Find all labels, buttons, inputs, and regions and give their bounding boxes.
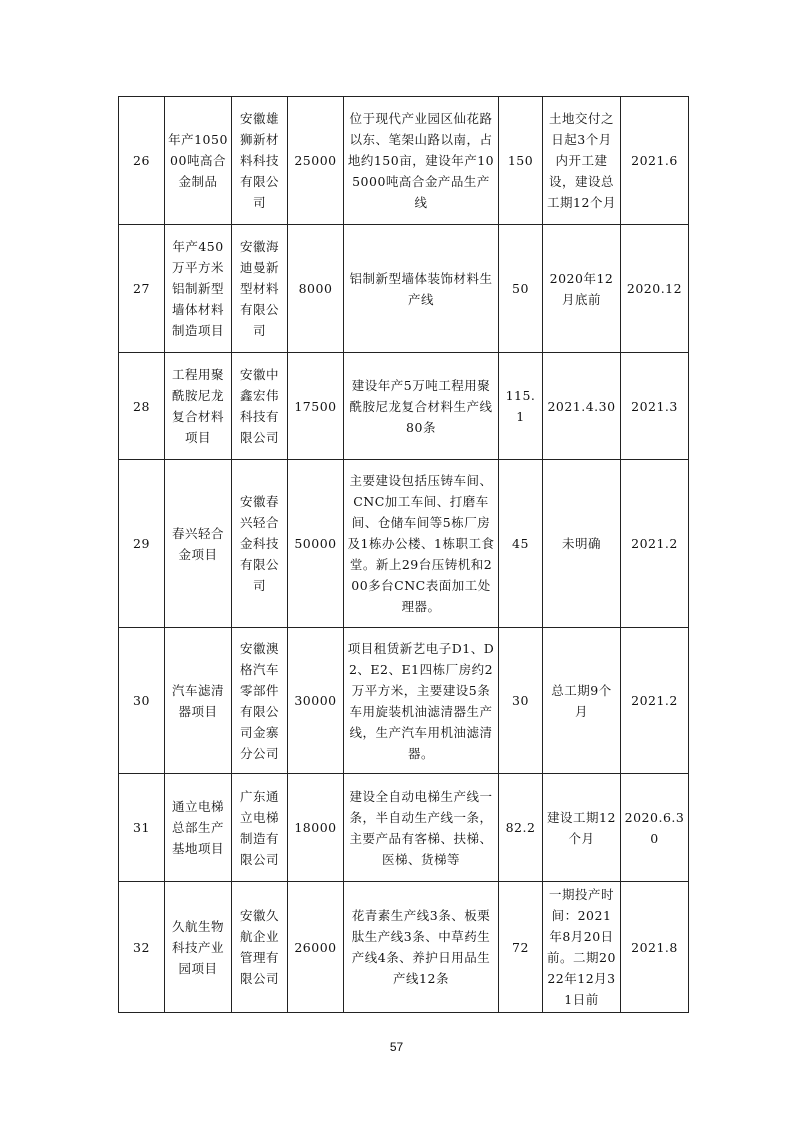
land-area: 72 (499, 882, 543, 1013)
investment-amount: 17500 (288, 353, 344, 460)
row-number: 28 (119, 353, 165, 460)
row-number: 31 (119, 774, 165, 882)
construction-content: 项目租赁新艺电子D1、D2、E2、E1四栋厂房约2万平方米，主要建设5条车用旋装机油滤清器生产线，生产汽车用机油滤清器。 (344, 628, 499, 774)
construction-content: 位于现代产业园区仙花路以东、笔架山路以南，占地约150亩，建设年产105000吨高合金产品生产线 (344, 97, 499, 225)
row-number: 32 (119, 882, 165, 1013)
company-name: 安徽春兴轻合金科技有限公司 (232, 460, 288, 628)
construction-content: 铝制新型墙体装饰材料生产线 (344, 225, 499, 353)
completion-date: 2020.12 (621, 225, 689, 353)
project-name: 年产450万平方米铝制新型墙体材料制造项目 (165, 225, 232, 353)
company-name: 广东通立电梯制造有限公司 (232, 774, 288, 882)
table-row (119, 628, 689, 774)
company-name: 安徽久航企业管理有限公司 (232, 882, 288, 1013)
investment-amount: 8000 (288, 225, 344, 353)
start-time: 2020年12月底前 (543, 225, 621, 353)
investment-amount: 18000 (288, 774, 344, 882)
construction-content: 花青素生产线3条、板栗肽生产线3条、中草药生产线4条、养护日用品生产线12条 (344, 882, 499, 1013)
investment-amount: 50000 (288, 460, 344, 628)
investment-amount: 26000 (288, 882, 344, 1013)
start-time: 土地交付之日起3个月内开工建设，建设总工期12个月 (543, 97, 621, 225)
construction-content: 建设年产5万吨工程用聚酰胺尼龙复合材料生产线80条 (344, 353, 499, 460)
company-name: 安徽海迪曼新型材料有限公司 (232, 225, 288, 353)
completion-date: 2021.2 (621, 460, 689, 628)
company-name: 安徽雄狮新材料科技有限公司 (232, 97, 288, 225)
completion-date: 2021.8 (621, 882, 689, 1013)
land-area: 50 (499, 225, 543, 353)
start-time: 总工期9个月 (543, 628, 621, 774)
start-time: 2021.4.30 (543, 353, 621, 460)
start-time: 建设工期12个月 (543, 774, 621, 882)
project-name: 工程用聚酰胺尼龙复合材料项目 (165, 353, 232, 460)
project-name: 春兴轻合金项目 (165, 460, 232, 628)
table-row (119, 882, 689, 1013)
completion-date: 2021.3 (621, 353, 689, 460)
project-name: 年产105000吨高合金制品 (165, 97, 232, 225)
completion-date: 2021.6 (621, 97, 689, 225)
investment-amount: 30000 (288, 628, 344, 774)
project-name: 通立电梯总部生产基地项目 (165, 774, 232, 882)
land-area: 30 (499, 628, 543, 774)
page-number: 57 (389, 1040, 404, 1054)
table-row (119, 97, 689, 225)
construction-content: 主要建设包括压铸车间、CNC加工车间、打磨车间、仓储车间等5栋厂房及1栋办公楼、1栋职工食堂。新上29台压铸机和200多台CNC表面加工处理器。 (344, 460, 499, 628)
table-row (119, 225, 689, 353)
investment-amount: 25000 (288, 97, 344, 225)
project-table-body (119, 97, 689, 1013)
company-name: 安徽中鑫宏伟科技有限公司 (232, 353, 288, 460)
land-area: 115.1 (499, 353, 543, 460)
row-number: 29 (119, 460, 165, 628)
table-row (119, 353, 689, 460)
table-row (119, 460, 689, 628)
project-name: 久航生物科技产业园项目 (165, 882, 232, 1013)
project-name: 汽车滤清器项目 (165, 628, 232, 774)
land-area: 150 (499, 97, 543, 225)
start-time: 一期投产时间：2021年8月20日前。二期2022年12月31日前 (543, 882, 621, 1013)
table-row (119, 774, 689, 882)
completion-date: 2021.2 (621, 628, 689, 774)
land-area: 45 (499, 460, 543, 628)
land-area: 82.2 (499, 774, 543, 882)
project-table (118, 96, 689, 1013)
row-number: 26 (119, 97, 165, 225)
row-number: 30 (119, 628, 165, 774)
completion-date: 2020.6.30 (621, 774, 689, 882)
construction-content: 建设全自动电梯生产线一条，半自动生产线一条，主要产品有客梯、扶梯、医梯、货梯等 (344, 774, 499, 882)
company-name: 安徽澳格汽车零部件有限公司金寨分公司 (232, 628, 288, 774)
row-number: 27 (119, 225, 165, 353)
start-time: 未明确 (543, 460, 621, 628)
